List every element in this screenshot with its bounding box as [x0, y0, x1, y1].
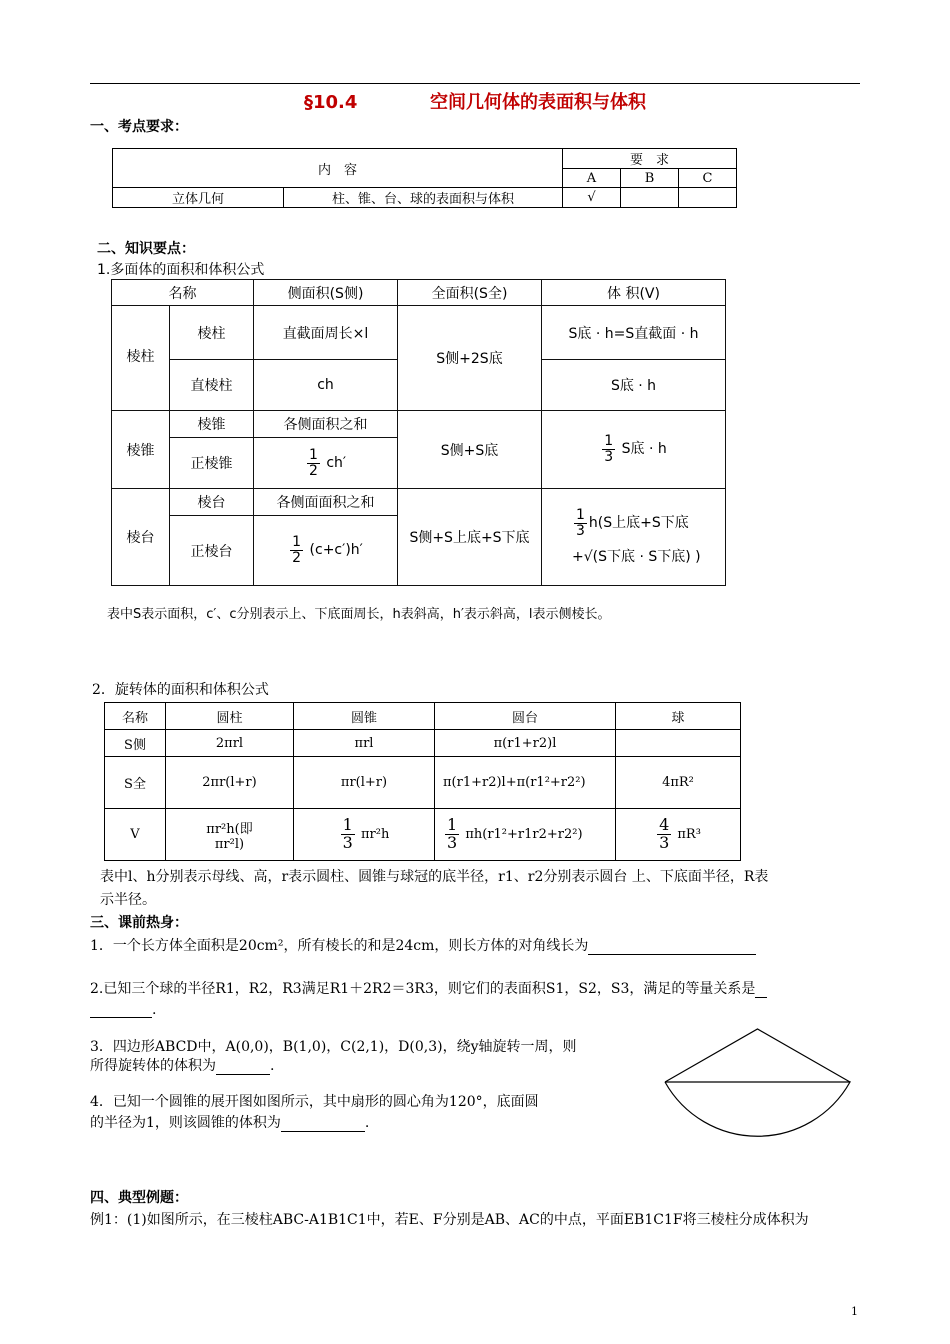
polyhedron-note: 表中S表示面积，c′、c分别表示上、下底面周长，h表斜高，h′表示斜高，l表示侧棱长。 — [107, 607, 611, 622]
rotation-table — [104, 702, 741, 861]
r2-cone: πr(l+r) — [294, 757, 435, 809]
fraction-one-third: $\frac{1}{3}$ — [447, 815, 458, 852]
rh-cone: 圆锥 — [294, 703, 435, 730]
answer-blank-2[interactable] — [755, 981, 767, 998]
page-number: 1 — [851, 1305, 858, 1318]
frustum-b-side: $\frac{1}{2}$ (c+c′)h′ — [254, 516, 398, 586]
rotation-title: 2．旋转体的面积和体积公式 — [92, 682, 269, 698]
answer-blank-1[interactable] — [588, 938, 756, 955]
v-cone: $\frac{1}{3}$ πr²h — [294, 809, 435, 861]
question-3-line1: 3．四边形ABCD中，A(0,0)，B(1,0)，C(2,1)，D(0,3)，绕y轴旋转一周，则 — [90, 1039, 577, 1055]
section-number: §10.4 — [304, 92, 358, 113]
frustum-full: S侧+S上底+S下底 — [398, 489, 542, 586]
v-cylinder: πr²h(即 πr²l) — [166, 809, 294, 861]
frustum-group: 棱台 — [112, 489, 170, 586]
col-content: 内 容 — [113, 149, 563, 188]
requirements-table — [112, 148, 737, 208]
prism-b: 直棱柱 — [170, 360, 254, 411]
pyramid-group: 棱锥 — [112, 411, 170, 489]
r2-label: S全 — [105, 757, 166, 809]
frustum-b: 正棱台 — [170, 516, 254, 586]
rotation-note-line1: 表中l、h分别表示母线、高，r表示圆柱、圆锥与球冠的底半径，r1、r2分别表示圆台 上、下底面半径，R表 — [100, 869, 769, 885]
col-requirement: 要 求 — [563, 149, 737, 169]
answer-blank-3[interactable] — [216, 1058, 270, 1075]
r1-frustum: π(r1+r2)l — [435, 730, 616, 757]
answer-blank-2b[interactable] — [90, 1001, 152, 1018]
question-4-line1: 4．已知一个圆锥的展开图如图所示，其中扇形的圆心角为120°，底面圆 — [90, 1094, 539, 1110]
prism-b-vol: S底 · h — [542, 360, 726, 411]
polyhedron-title: 1.多面体的面积和体积公式 — [97, 262, 265, 278]
h-vol: 体 积(V) — [542, 280, 726, 306]
prism-a-vol: S底 · h=S直截面 · h — [542, 306, 726, 360]
h-full: 全面积(S全) — [398, 280, 542, 306]
row-content: 柱、锥、台、球的表面积与体积 — [284, 188, 563, 208]
h-side: 侧面积(S侧) — [254, 280, 398, 306]
question-3-line2: 所得旋转体的体积为 . — [90, 1058, 275, 1074]
question-2-continued: . — [90, 1001, 156, 1018]
row-topic: 立体几何 — [113, 188, 284, 208]
pyramid-vol: $\frac{1}{3}$ S底 · h — [542, 411, 726, 489]
level-a: A — [563, 169, 621, 188]
r1-cylinder: 2πrl — [166, 730, 294, 757]
pyramid-full: S侧+S底 — [398, 411, 542, 489]
rh-name: 名称 — [105, 703, 166, 730]
r2-sphere: 4πR² — [616, 757, 741, 809]
r2-cylinder: 2πr(l+r) — [166, 757, 294, 809]
sector-radii — [665, 1029, 850, 1082]
prism-a: 棱柱 — [170, 306, 254, 360]
fraction-one-half: $\frac{1}{2}$ — [308, 446, 318, 479]
h-name: 名称 — [112, 280, 254, 306]
section-3-heading: 三、课前热身： — [90, 915, 188, 931]
frustum-vol: $\frac{1}{3}$ h(S上底+S下底 +√(S下底 · S下底) ) — [542, 489, 726, 586]
fraction-one-third: $\frac{1}{3}$ — [342, 815, 353, 852]
title-text: 空间几何体的表面积与体积 — [429, 92, 646, 113]
prism-b-side: ch — [254, 360, 398, 411]
pyramid-a-side: 各侧面积之和 — [254, 411, 398, 438]
sector-figure — [660, 1025, 860, 1155]
section-2-heading: 二、知识要点： — [97, 241, 195, 257]
polyhedron-table — [111, 279, 726, 586]
r1-label: S侧 — [105, 730, 166, 757]
sector-arc — [665, 1082, 850, 1136]
question-4-line2: 的半径为1，则该圆锥的体积为 . — [90, 1115, 370, 1131]
fraction-four-thirds: $\frac{4}{3}$ — [659, 815, 670, 852]
frustum-a-side: 各侧面面积之和 — [254, 489, 398, 516]
rh-frustum: 圆台 — [435, 703, 616, 730]
level-c: C — [679, 169, 737, 188]
question-1: 1．一个长方体全面积是20cm²，所有棱长的和是24cm，则长方体的对角线长为 — [90, 935, 756, 955]
pyramid-b-side: $\frac{1}{2}$ ch′ — [254, 438, 398, 489]
prism-full: S侧+2S底 — [398, 306, 542, 411]
prism-a-side: 直截面周长×l — [254, 306, 398, 360]
frustum-a: 棱台 — [170, 489, 254, 516]
section-4-heading: 四、典型例题： — [90, 1190, 188, 1206]
v-frustum: $\frac{1}{3}$ πh(r1²+r1r2+r2²) — [435, 809, 616, 861]
example-1: 例1：(1)如图所示，在三棱柱ABC-A1B1C1中，若E、F分别是AB、AC的中点，平面EB1C1F将三棱柱分成体积为 — [90, 1212, 809, 1228]
r2-frustum: π(r1+r2)l+π(r1²+r2²) — [435, 757, 616, 809]
prism-group: 棱柱 — [112, 306, 170, 411]
answer-blank-4[interactable] — [281, 1115, 365, 1132]
section-1-heading: 一、考点要求： — [90, 119, 188, 135]
fraction-one-third: $\frac{1}{3}$ — [604, 433, 614, 465]
r1-cone: πrl — [294, 730, 435, 757]
r1-sphere — [616, 730, 741, 757]
fraction-one-third: $\frac{1}{3}$ — [576, 506, 585, 539]
question-2: 2.已知三个球的半径R1，R2，R3满足R1＋2R2＝3R3，则它们的表面积S1，S2，S3，满足的等量关系是 — [90, 978, 767, 998]
v-sphere: $\frac{4}{3}$ πR³ — [616, 809, 741, 861]
pyramid-a: 棱锥 — [170, 411, 254, 438]
header-rule — [90, 83, 860, 84]
rotation-note-line2: 示半径。 — [100, 892, 156, 908]
pyramid-b: 正棱锥 — [170, 438, 254, 489]
v-label: V — [105, 809, 166, 861]
rh-sphere: 球 — [616, 703, 741, 730]
page-title — [90, 88, 860, 114]
row-mark: √ — [563, 188, 621, 208]
fraction-one-half: $\frac{1}{2}$ — [292, 534, 302, 566]
level-b: B — [621, 169, 679, 188]
rh-cylinder: 圆柱 — [166, 703, 294, 730]
